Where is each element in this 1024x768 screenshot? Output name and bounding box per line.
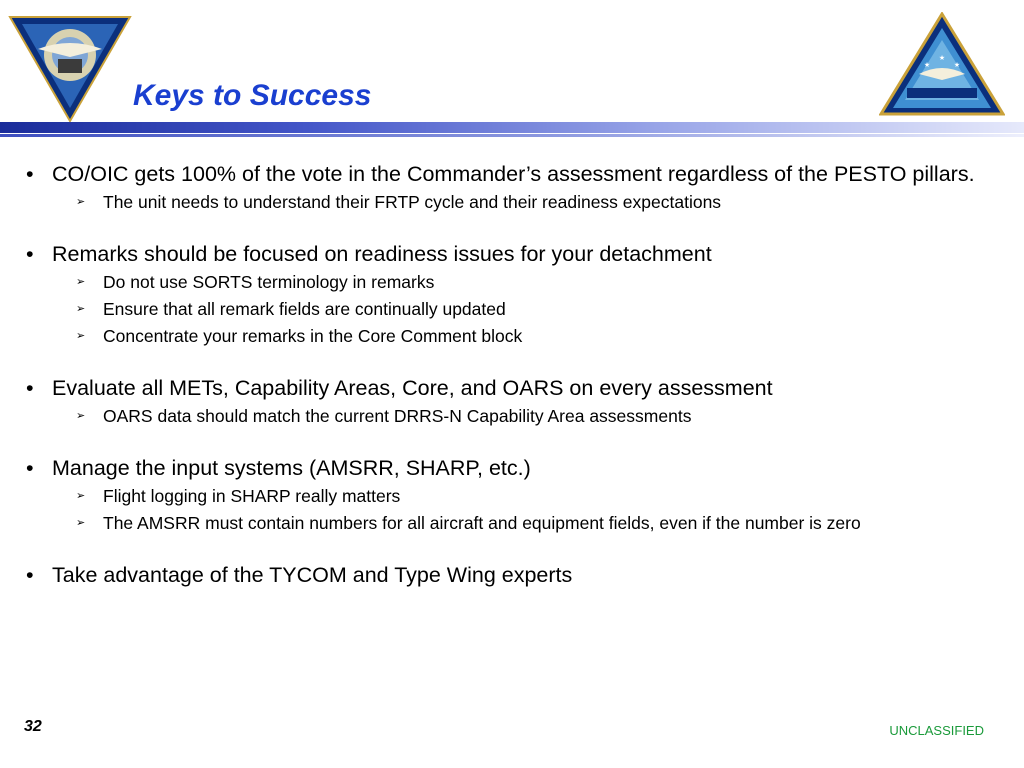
arrow-bullet-icon: ➢ <box>76 196 86 208</box>
sub-bullet-text: The AMSRR must contain numbers for all aircraft and equipment fields, even if the number is zero <box>103 513 861 533</box>
sub-bullet-item <box>26 323 986 350</box>
arrow-bullet-icon: ➢ <box>76 276 86 288</box>
svg-text:★: ★ <box>938 55 946 62</box>
bullet-text: Remarks should be focused on readiness issues for your detachment <box>52 242 712 266</box>
arrow-bullet-icon: ➢ <box>76 303 86 315</box>
bullet-text: Evaluate all METs, Capability Areas, Core, and OARS on every assessment <box>52 376 773 400</box>
sub-bullet-item <box>26 269 986 296</box>
sub-bullet-item <box>26 296 986 323</box>
bullet-item <box>26 561 986 590</box>
bullet-group <box>26 374 986 430</box>
sub-bullet-text: Flight logging in SHARP really matters <box>103 486 401 506</box>
page-number: 32 <box>24 718 42 735</box>
sub-bullet-text: The unit needs to understand their FRTP cycle and their readiness expectations <box>103 192 722 212</box>
arrow-bullet-icon: ➢ <box>76 330 86 342</box>
bullet-text: Take advantage of the TYCOM and Type Wing experts <box>52 563 573 587</box>
bullet-group <box>26 160 986 216</box>
naval-air-force-atlantic-emblem <box>8 15 132 123</box>
svg-text:★: ★ <box>923 62 931 69</box>
bullet-dot-icon: • <box>26 376 34 400</box>
bullet-item <box>26 160 986 189</box>
bullet-list <box>26 160 986 590</box>
sub-bullet-item <box>26 189 986 216</box>
svg-text:★: ★ <box>953 62 961 69</box>
bullet-group <box>26 454 986 537</box>
sub-bullet-text: Concentrate your remarks in the Core Comment block <box>103 326 523 346</box>
arrow-bullet-icon: ➢ <box>76 517 86 529</box>
sub-bullet-item <box>26 510 986 537</box>
sub-bullet-item <box>26 403 986 430</box>
bullet-text: CO/OIC gets 100% of the vote in the Commander’s assessment regardless of the PESTO pillars. <box>52 162 975 186</box>
title-divider-line <box>0 134 1024 137</box>
bullet-group <box>26 240 986 350</box>
bullet-text: Manage the input systems (AMSRR, SHARP, etc.) <box>52 456 531 480</box>
slide-title: Keys to Success <box>133 79 372 112</box>
arrow-bullet-icon: ➢ <box>76 490 86 502</box>
bullet-item <box>26 454 986 483</box>
bullet-item <box>26 240 986 269</box>
bullet-item <box>26 374 986 403</box>
title-divider-band <box>0 122 1024 133</box>
sub-bullet-text: Do not use SORTS terminology in remarks <box>103 272 435 292</box>
bullet-dot-icon: • <box>26 162 34 186</box>
arrow-bullet-icon: ➢ <box>76 410 86 422</box>
classification-label: UNCLASSIFIED <box>889 723 984 738</box>
sub-bullet-text: Ensure that all remark fields are continually updated <box>103 299 506 319</box>
bullet-dot-icon: • <box>26 242 34 266</box>
naval-air-force-pacific-emblem <box>879 12 1005 116</box>
sub-bullet-item <box>26 483 986 510</box>
bullet-dot-icon: • <box>26 563 34 587</box>
bullet-dot-icon: • <box>26 456 34 480</box>
bullet-group <box>26 561 986 590</box>
sub-bullet-text: OARS data should match the current DRRS-N Capability Area assessments <box>103 406 692 426</box>
